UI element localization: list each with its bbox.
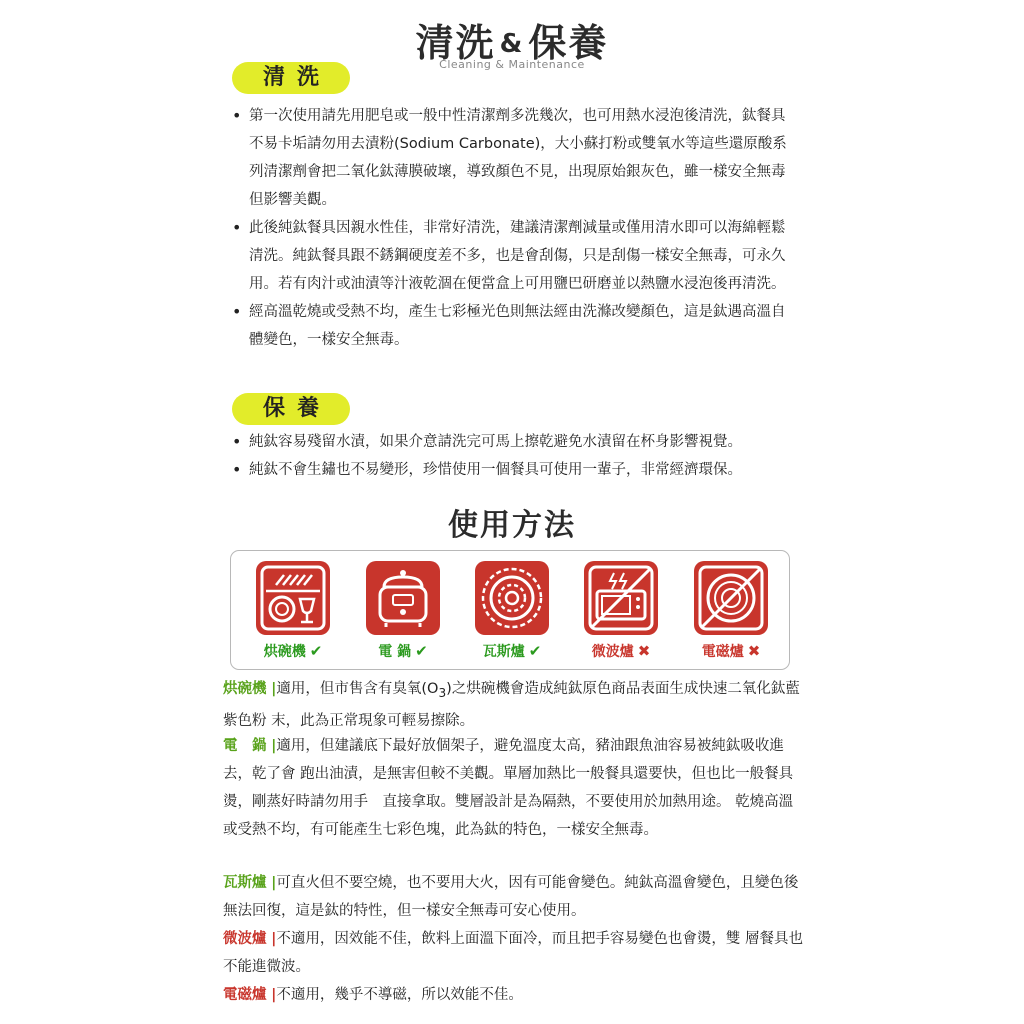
usage-item-induction — [687, 561, 775, 661]
detail-term: 烘碗機 — [223, 681, 267, 697]
usage-item-microwave — [577, 561, 665, 661]
usage-label-gas-stove: 瓦斯爐 ✔ — [482, 642, 542, 660]
usage-label-dish-dryer: 烘碗機 ✔ — [263, 642, 323, 660]
maintenance-item: • 純鈦容易殘留水漬，如果介意請洗完可馬上擦乾避免水漬留在杯身影響視覺。 — [232, 428, 792, 456]
usage-item-dish-dryer — [249, 561, 337, 661]
cleaning-label-pill: 清洗 — [232, 62, 350, 94]
usage-label-induction: 電磁爐 ✖ — [701, 642, 761, 660]
gas-stove-icon — [475, 561, 549, 635]
title-cleaning: 清洗 — [415, 21, 496, 65]
detail-dish-dryer: 烘碗機 |適用，但市售含有臭氧$(O_3)$之烘碗機會造成純鈦原色商品表面生成快速二氧化鈦藍紫色粉 末，此為正常現象可輕易擦除。 — [223, 681, 800, 729]
usage-item-rice-cooker — [359, 561, 447, 661]
check-icon: ✔ — [309, 642, 323, 660]
maintenance-item: • 純鈦不會生鏽也不易變形，珍惜使用一個餐具可使用一輩子，非常經濟環保。 — [232, 456, 792, 484]
induction-cooker-icon — [694, 561, 768, 635]
dish-dryer-icon — [256, 561, 330, 635]
cleaning-item: • 此後純鈦餐具因親水性佳，非常好清洗，建議清潔劑減量或僅用清水即可以海綿輕鬆清洗。純鈦餐具跟不銹鋼硬度差不多，也是會刮傷，只是刮傷一樣安全無毒，可永久用。若有肉汁或油漬等汁液乾涸在便當盒上可用鹽巴研磨並以熱鹽水浸泡後再清洗。 — [232, 214, 792, 298]
page-subtitle: Cleaning & Maintenance — [439, 58, 585, 71]
cross-icon: ✖ — [637, 642, 651, 660]
detail-gas-stove: 瓦斯爐 |可直火但不要空燒，也不要用大火，因有可能會變色。純鈦高溫會變色，且變色後無法回復，這是鈦的特性，但一樣安全無毒可安心使用。 — [223, 875, 799, 919]
cleaning-list — [232, 102, 792, 354]
check-icon: ✔ — [528, 642, 542, 660]
detail-microwave: 微波爐 |不適用，因效能不佳，飲料上面溫下面冷，而且把手容易變色也會燙，雙 層餐具也不能進微波。 — [223, 931, 804, 975]
cleaning-item: • 經高溫乾燒或受熱不均，產生七彩極光色則無法經由洗滌改變顏色，這是鈦遇高溫自體變色，一樣安全無毒。 — [232, 298, 792, 354]
usage-label-microwave: 微波爐 ✖ — [591, 642, 651, 660]
detail-rice-cooker: 電 鍋 |適用，但建議底下最好放個架子，避免溫度太高，豬油跟魚油容易被純鈦吸收進去，乾了會 跑出油漬，是無害但較不美觀。單層加熱比一般餐具還要快，但也比一般餐具燙，剛蒸好時請勿用手 直接拿取。雙層設計是為隔熱，不要使用於加熱用途。 乾燒高溫或受熱不均，有可能產生七彩色塊，此為鈦的特色，一樣安全無毒。 — [223, 738, 794, 838]
maintenance-label-pill: 保養 — [232, 393, 350, 425]
rice-cooker-icon — [366, 561, 440, 635]
title-ampersand: & — [499, 29, 525, 59]
usage-title: 使用方法 — [448, 508, 576, 543]
maintenance-list — [232, 428, 792, 484]
detail-term: 瓦斯爐 — [223, 875, 267, 891]
usage-item-gas-stove — [468, 561, 556, 661]
detail-induction: 電磁爐 |不適用，幾乎不導磁，所以效能不佳。 — [223, 987, 523, 1003]
cleaning-item: • 第一次使用請先用肥皂或一般中性清潔劑多洗幾次，也可用熱水浸泡後清洗，鈦餐具不易卡垢請勿用去漬粉(Sodium Carbonate)，大小蘇打粉或雙氧水等這些還原酸系列清潔劑會把二氧化鈦薄膜破壞，導致顏色不見，出現原始銀灰色，雖一樣安全無毒但影響美觀。 — [232, 102, 792, 214]
title-maintenance: 保養 — [528, 21, 609, 65]
detail-term: 電 鍋 — [223, 738, 267, 754]
usage-icon-panel — [230, 550, 790, 670]
cross-icon: ✖ — [747, 642, 761, 660]
detail-term: 電磁爐 — [223, 987, 267, 1003]
check-icon: ✔ — [415, 642, 428, 660]
detail-term: 微波爐 — [223, 931, 267, 947]
microwave-icon — [584, 561, 658, 635]
usage-label-rice-cooker: 電 鍋 ✔ — [378, 642, 428, 660]
